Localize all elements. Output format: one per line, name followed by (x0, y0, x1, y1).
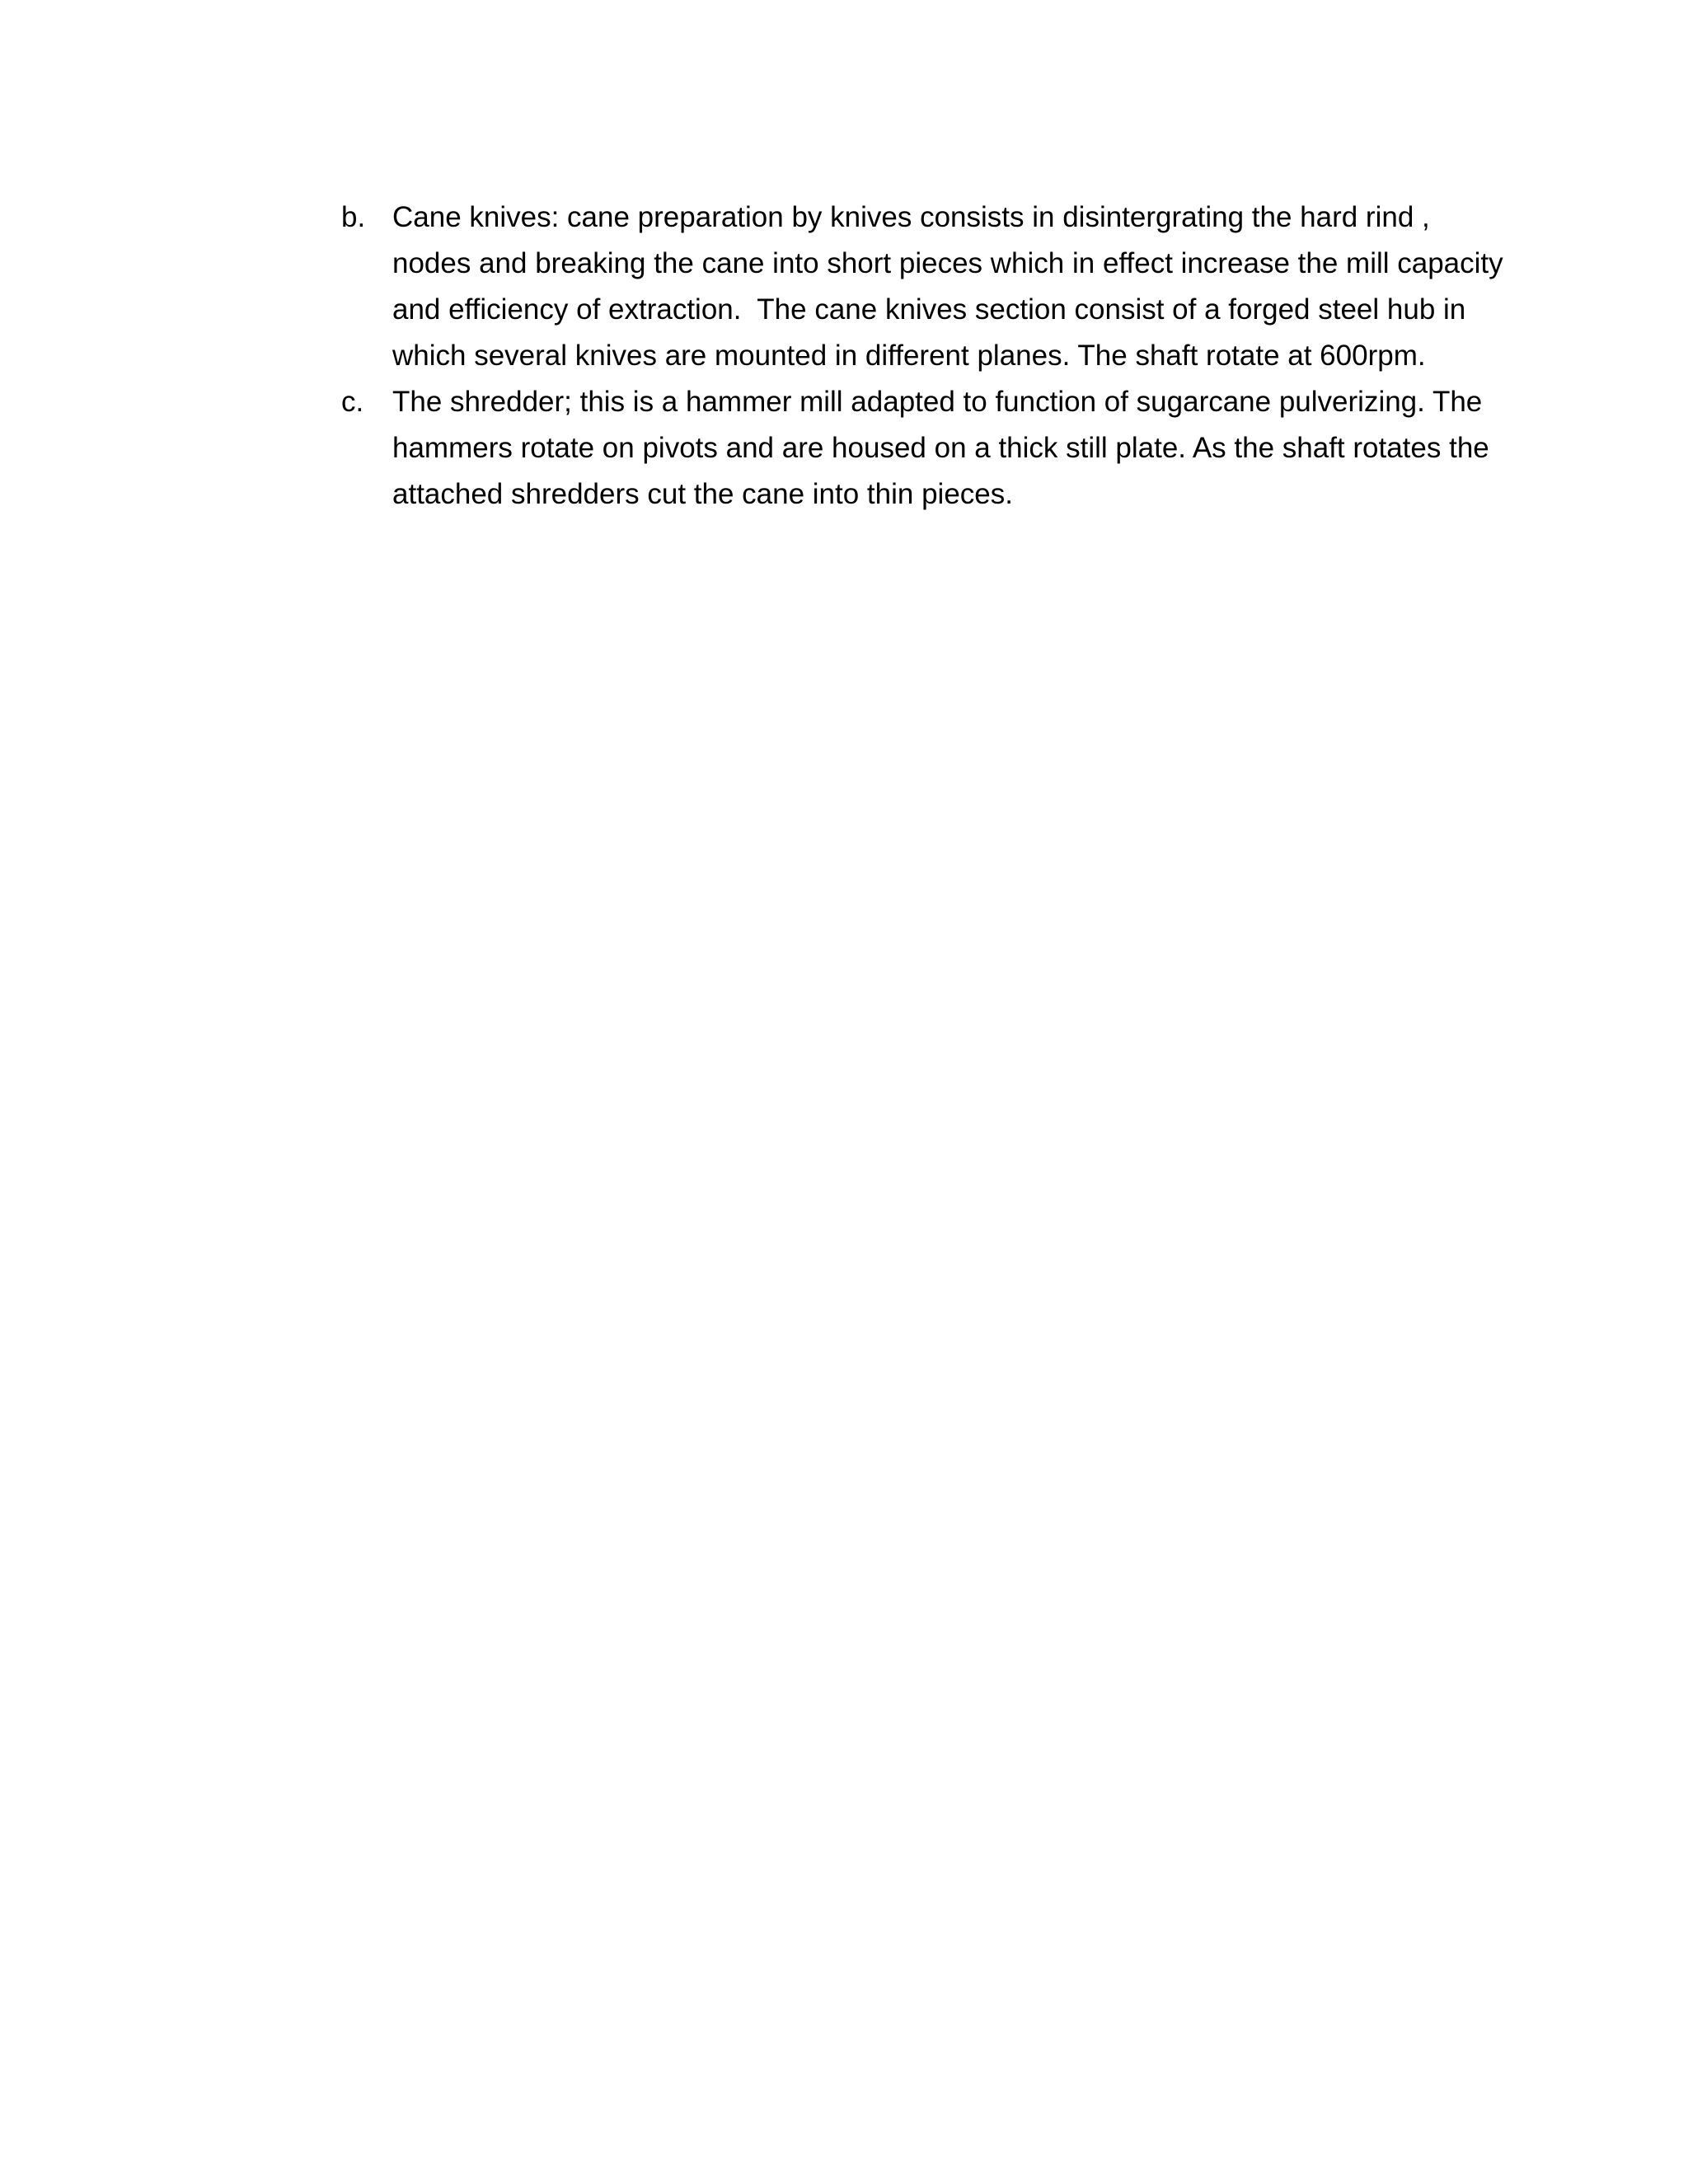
list-item-text: The shredder; this is a hammer mill adapted to function of sugarcane pulverizing. The hammers rotate on pivots and are housed on a thick still plate. As the shaft rotates the attached shredders cut the cane into thin pieces. (392, 386, 1498, 510)
lettered-list (341, 194, 1512, 518)
list-item-text: Cane knives: cane preparation by knives consists in disintergrating the hard rind , nodes and breaking the cane into short pieces which in effect increase the mill capacity and efficiency of extraction. The cane knives section consist of a forged steel hub in which several knives are mounted in different planes. The shaft rotate at 600rpm. (392, 201, 1512, 372)
list-item-b (341, 194, 1512, 379)
list-item-c (341, 379, 1503, 518)
list-marker: b. (341, 201, 366, 233)
list-marker: c. (341, 386, 364, 418)
